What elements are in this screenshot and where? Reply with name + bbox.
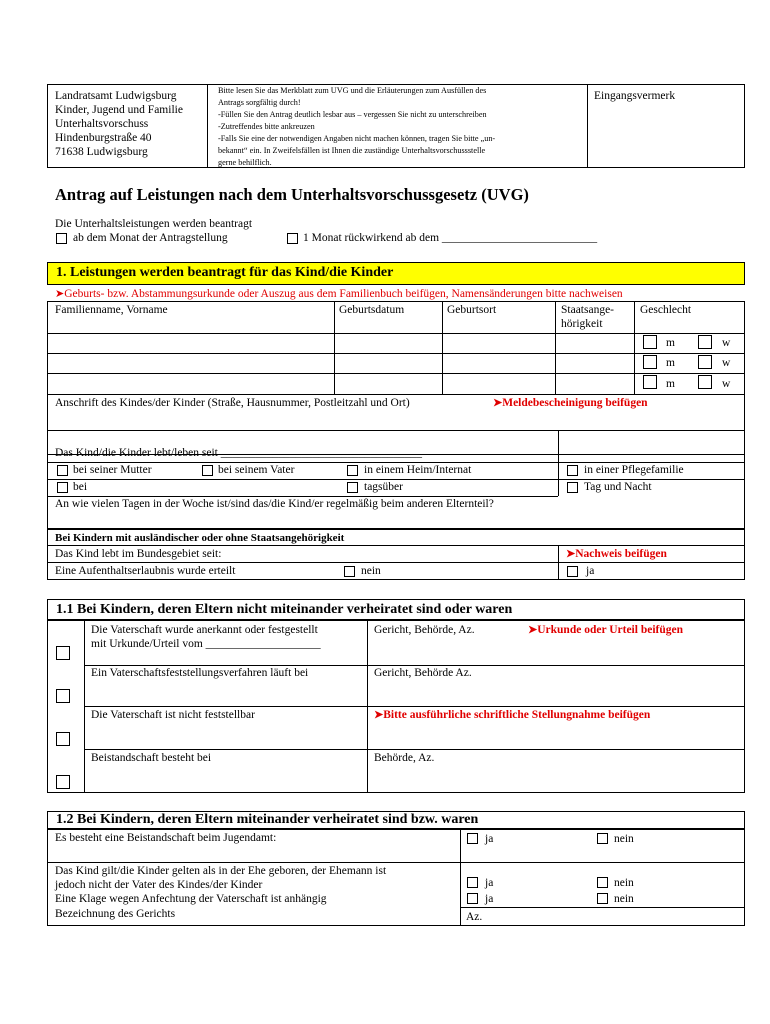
verfahren-label: Ein Vaterschaftsfeststellungsverfahren läuft bei [91,667,309,679]
page-title: Antrag auf Leistungen nach dem Unterhaltsvorschussgesetz (UVG) [55,185,529,204]
checkbox-beistandschaft[interactable] [56,775,70,789]
foreign-line [47,562,745,563]
option-from-application-month: ab dem Monat der Antragstellung [73,232,228,244]
urkunde-datum-label: mit Urkunde/Urteil vom ____________________ [91,638,321,650]
section1-note-text: Geburts- bzw. Abstammungsurkunde oder Auszug aus dem Familienbuch beifügen, Namensänderungen bitte nachweisen [64,288,623,300]
beistandschaft-jugendamt-label: Es besteht eine Beistandschaft beim Jugendamt: [55,832,277,844]
lives-since-label: Das Kind/die Kinder lebt/leben seit ___________________________________ [55,447,423,459]
beistandschaft-label: Beistandschaft besteht bei [91,752,212,764]
checkbox-klage-ja[interactable] [467,893,478,904]
s12-row-line [47,862,745,863]
arrow-icon: ➤ [566,548,576,560]
mother-label: bei seiner Mutter [73,464,152,476]
checkbox-tagsueber[interactable] [347,482,358,493]
gender-w-label: w [722,378,731,390]
checkbox-ehe-ja[interactable] [467,877,478,888]
address-line: Landratsamt Ludwigsburg [55,90,177,102]
s11-row-line [84,706,745,707]
bei-label: bei [73,481,88,493]
instruction-line: Bitte lesen Sie das Merkblatt zum UVG und die Erläuterungen zum Ausfüllen des [218,86,487,95]
checkbox-father[interactable] [202,465,213,476]
col-header-nationality: Staatsange- [561,304,615,316]
address-line: Hindenburgstraße 40 [55,132,152,144]
beistand-ja-label: ja [485,833,494,845]
col-header-birthdate: Geburtsdatum [339,304,405,316]
nachweis-note [566,547,667,561]
checkbox-pflegefamilie[interactable] [567,465,578,476]
instruction-line: gerne behilflich. [218,158,272,167]
intro-line: Die Unterhaltsleistungen werden beantragt [55,218,253,230]
section12-heading: 1.2 Bei Kindern, deren Eltern miteinander verheiratet sind bzw. waren [56,812,479,827]
stellungnahme-note-text: Bitte ausführliche schriftliche Stellungnahme beifügen [383,709,651,721]
row-divider [47,394,745,395]
nicht-feststellbar-label: Die Vaterschaft ist nicht feststellbar [91,709,255,721]
father-label: bei seinem Vater [218,464,295,476]
checkbox-gender-w[interactable] [698,375,712,389]
beistand-nein-label: nein [614,833,634,845]
address-line: Unterhaltsvorschuss [55,118,149,130]
vaterschaft-anerkannt-label: Die Vaterschaft wurde anerkannt oder festgestellt [91,624,318,636]
section1-note [55,287,623,301]
checkbox-gender-m[interactable] [643,355,657,369]
option-retroactive-month: 1 Monat rückwirkend ab dem ___________________________ [303,232,598,244]
col-header-nationality-2: hörigkeit [561,318,603,330]
erlaubnis-ja-label: ja [586,565,595,577]
row-divider [47,353,745,354]
s11-row-line [84,749,745,750]
address-line: Kinder, Jugend und Familie [55,104,183,116]
nachweis-text: Nachweis beifügen [575,548,667,560]
instruction-line: -Falls Sie eine der notwendigen Angaben nicht machen können, tragen Sie bitte „un- [218,134,496,143]
address-line: 71638 Ludwigsburg [55,146,148,158]
col-header-birthplace: Geburtsort [447,304,497,316]
ehe-geboren-label-2: jedoch nicht der Vater des Kindes/der Kinder [55,879,263,891]
urkunde-note [528,623,683,637]
az-label: Az. [466,911,483,923]
foreign-heading: Bei Kindern mit ausländischer oder ohne Staatsangehörigkeit [55,532,345,544]
arrow-icon: ➤ [374,709,384,721]
col-header-name: Familienname, Vorname [55,304,168,316]
stellungnahme-note [374,708,650,722]
anfechtung-label: Eine Klage wegen Anfechtung der Vaterschaft ist anhängig [55,893,327,905]
foreign-line [47,545,745,546]
checkbox-gender-w[interactable] [698,355,712,369]
days-question: An wie vielen Tagen in der Woche ist/sind das/die Kind/er regelmäßig beim anderen Elternteil? [55,498,494,510]
checkbox-heim[interactable] [347,465,358,476]
arrow-icon: ➤ [55,288,65,300]
child-address-label: Anschrift des Kindes/der Kinder (Straße, Hausnummer, Postleitzahl und Ort) [55,397,410,409]
bundesgebiet-label: Das Kind lebt im Bundesgebiet seit: [55,548,222,560]
checkbox-nicht-feststellbar[interactable] [56,732,70,746]
aufenthaltserlaubnis-label: Eine Aufenthaltserlaubnis wurde erteilt [55,565,236,577]
arrow-icon: ➤ [493,397,503,409]
living-divider [558,430,559,496]
ehe-ja-label: ja [485,877,494,889]
gericht-behoerde-az-label: Gericht, Behörde, Az. [374,624,475,636]
section11-heading: 1.1 Bei Kindern, deren Eltern nicht miteinander verheiratet sind oder waren [56,602,513,617]
gericht-behoerde-label: Gericht, Behörde Az. [374,667,472,679]
header-divider-1 [207,84,208,168]
col-divider [334,301,335,394]
checkbox-gender-m[interactable] [643,335,657,349]
erlaubnis-nein-label: nein [361,565,381,577]
row-divider [47,373,745,374]
urkunde-note-text: Urkunde oder Urteil beifügen [537,624,683,636]
arrow-icon: ➤ [528,624,538,636]
checkbox-erlaubnis-nein[interactable] [344,566,355,577]
checkbox-verfahren-laeuft[interactable] [56,689,70,703]
meldebescheinigung-text: Meldebescheinigung beifügen [502,397,648,409]
col-divider [442,301,443,394]
tagsueber-label: tagsüber [364,481,403,493]
instruction-line: bekannt“ ein. In Zweifelsfällen ist Ihnen die zuständige Unterhaltsvorschussstelle [218,146,486,155]
s12-col-divider [460,829,461,926]
s12-row-line [460,907,745,908]
checkbox-tag-und-nacht[interactable] [567,482,578,493]
pflegefamilie-label: in einer Pflegefamilie [584,464,684,476]
checkbox-beistand-nein[interactable] [597,833,608,844]
gender-m-label: m [666,337,675,349]
gericht-bezeichnung-label: Bezeichnung des Gerichts [55,908,176,920]
ehe-nein-label: nein [614,877,634,889]
checkbox-retroactive-month[interactable] [287,233,298,244]
checkbox-mother[interactable] [57,465,68,476]
row-divider [47,333,745,334]
gender-w-label: w [722,337,731,349]
ehe-geboren-label: Das Kind gilt/die Kinder gelten als in der Ehe geboren, der Ehemann ist [55,865,387,877]
checkbox-from-application-month[interactable] [56,233,67,244]
section1-heading: 1. Leistungen werden beantragt für das Kind/die Kinder [56,265,394,280]
behoerde-az-label: Behörde, Az. [374,752,435,764]
tag-und-nacht-label: Tag und Nacht [584,481,652,493]
col-divider [555,301,556,394]
checkbox-erlaubnis-ja[interactable] [567,566,578,577]
checkbox-klage-nein[interactable] [597,893,608,904]
klage-nein-label: nein [614,893,634,905]
instruction-line: -Füllen Sie den Antrag deutlich lesbar aus – vergessen Sie nicht zu unterschreiben [218,110,487,119]
heim-label: in einem Heim/Internat [364,464,472,476]
gender-m-label: m [666,357,675,369]
checkbox-beistand-ja[interactable] [467,833,478,844]
checkbox-gender-w[interactable] [698,335,712,349]
gender-w-label: w [722,357,731,369]
checkbox-gender-m[interactable] [643,375,657,389]
checkbox-bei[interactable] [57,482,68,493]
checkbox-ehe-nein[interactable] [597,877,608,888]
instruction-line: Antrags sorgfältig durch! [218,98,301,107]
checkbox-vaterschaft-anerkannt[interactable] [56,646,70,660]
klage-ja-label: ja [485,893,494,905]
meldebescheinigung-note [493,396,648,410]
col-header-gender: Geschlecht [640,304,692,316]
header-divider-2 [587,84,588,168]
col-divider [634,301,635,394]
gender-m-label: m [666,378,675,390]
instruction-line: -Zutreffendes bitte ankreuzen [218,122,315,131]
eingangsvermerk-label: Eingangsvermerk [594,90,676,102]
